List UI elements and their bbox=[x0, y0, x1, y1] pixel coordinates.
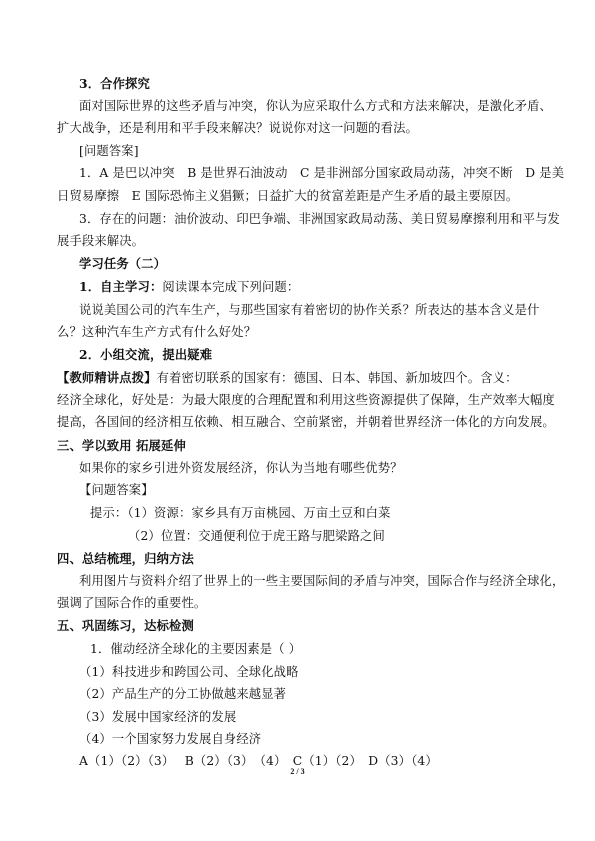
paragraph-line: 日贸易摩擦 E 国际恐怖主义猖獗；日益扩大的贫富差距是产生矛盾的最主要原因。 bbox=[57, 189, 519, 203]
answer-label: [问题答案] bbox=[79, 144, 139, 158]
paragraph-line bbox=[57, 370, 518, 386]
section-heading: 3．合作探究 bbox=[79, 76, 150, 91]
inline-text: 有着密切联系的国家有：德国、日本、韩国、新加坡四个。含义： bbox=[156, 371, 518, 385]
inline-text: 阅读课本完成下列问题： bbox=[162, 280, 300, 294]
section-heading: 四、总结梳理，归纳方法 bbox=[57, 551, 194, 566]
section-heading: 五、巩固练习，达标检测 bbox=[57, 618, 194, 633]
paragraph-line: 经济全球化，好处是：为最大限度的合理配置和利用这些资源提供了保障，生产效率大幅度 bbox=[57, 393, 555, 407]
subheading: 2．小组交流，提出疑难 bbox=[79, 347, 213, 362]
teacher-note-label: 【教师精讲点拨】 bbox=[57, 370, 157, 385]
paragraph-line: 展手段来解决。 bbox=[57, 234, 145, 248]
answer-label: 【问题答案】 bbox=[79, 483, 154, 497]
subheading: 1．自主学习： bbox=[79, 279, 163, 294]
paragraph-line: （2）位置：交通便利位于虎王路与肥梁路之间 bbox=[128, 529, 385, 543]
page-number: 2 / 3 bbox=[290, 767, 305, 776]
section-heading: 学习任务（二） bbox=[79, 256, 167, 271]
answer-choices-line: A（1）（2）（3） B（2）（3） （4） C（1）（2） D（3）（4） bbox=[79, 754, 438, 768]
paragraph-line: 提示：（1）资源：家乡具有万亩桃园、万亩土豆和白菜 bbox=[90, 506, 391, 520]
paragraph-line bbox=[79, 279, 299, 295]
paragraph-line: 说说美国公司的汽车生产，与那些国家有着密切的协作关系？所表达的基本含义是什 bbox=[79, 303, 540, 317]
paragraph-line: 利用图片与资料介绍了世界上的一些主要国际间的矛盾与冲突，国际合作与经济全球化， bbox=[79, 574, 565, 588]
section-heading: 三、学以致用 拓展延伸 bbox=[57, 438, 186, 453]
paragraph-line: 么？这种汽车生产方式有什么好处？ bbox=[57, 325, 257, 339]
option-line: （3）发展中国家经济的发展 bbox=[79, 710, 237, 724]
paragraph-line: 3．存在的问题：油价波动、印巴争端、非洲国家政局动荡、美日贸易摩擦利用和平与发 bbox=[79, 212, 560, 226]
paragraph-line: 面对国际世界的这些矛盾与冲突，你认为应采取什么方式和方法来解决，是激化矛盾、 bbox=[79, 99, 552, 113]
paragraph-line: 如果你的家乡引进外资发展经济，你认为当地有哪些优势？ bbox=[79, 461, 403, 475]
paragraph-line: 扩大战争，还是利用和平手段来解决？说说你对这一问题的看法。 bbox=[57, 121, 418, 135]
paragraph-line: 提高，各国间的经济相互依赖、相互融合、空前紧密，并朝着世界经济一体化的方向发展。 bbox=[57, 415, 555, 429]
paragraph-line: 1．A 是巴以冲突 B 是世界石油波动 C 是非洲部分国家政局动荡，冲突不断 D 是美 bbox=[79, 166, 565, 180]
option-line: （4）一个国家努力发展自身经济 bbox=[79, 732, 262, 746]
paragraph-line: 强调了国际合作的重要性。 bbox=[57, 596, 207, 610]
option-line: （1）科技进步和跨国公司、全球化战略 bbox=[79, 665, 299, 679]
option-line: （2）产品生产的分工协做越来越显著 bbox=[79, 687, 287, 701]
question-line: 1．催动经济全球化的主要因素是（ ） bbox=[90, 642, 302, 656]
